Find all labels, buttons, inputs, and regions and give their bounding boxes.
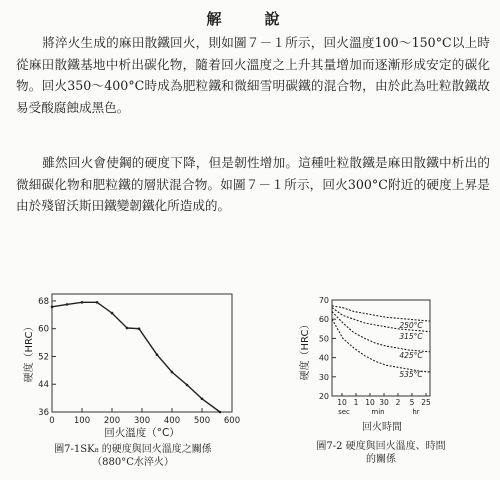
figure-7-1-xtick-label: 500 <box>193 416 211 426</box>
figure-7-2-xtick-label: 25 <box>421 398 431 407</box>
figure-7-2-curve-label: 250°C <box>399 321 423 331</box>
figure-7-2 <box>296 290 496 480</box>
figure-7-1-data-point <box>51 306 54 309</box>
figure-7-1-chart <box>20 290 240 440</box>
figure-7-2-xtick-label: 2 <box>395 398 401 407</box>
paragraph-1 <box>16 32 490 118</box>
figure-7-1-data-point <box>126 327 129 330</box>
figure-7-1-xtick-label: 300 <box>133 416 151 426</box>
paragraph-2 <box>16 152 490 217</box>
figure-7-1 <box>20 290 240 480</box>
figure-7-1-data-point <box>66 303 69 306</box>
figure-7-2-xunit-label: min <box>371 408 385 416</box>
figure-7-2-caption-line2: 的關係 <box>366 454 396 465</box>
figure-7-2-xtick-label: 10 <box>365 398 375 407</box>
figure-7-2-curve-label: 315°C <box>399 331 423 341</box>
figure-7-1-plot-frame <box>52 294 232 412</box>
figure-7-2-ylabel: 硬度（HRC） <box>300 319 311 381</box>
paragraph-1-text: 將淬火生成的麻田散鐵回火，則如圖７－１所示，回火溫度100～150°C以上時從麻田散鐵基地中析出碳化物，隨着回火溫度之上升其量增加而逐漸形成安定的碳化物。回火350～400°C時成為肥粒鐵和微細雪明碳鐵的混合物，由於此為吐粒散鐵故易受酸腐蝕成黑色。 <box>16 35 490 115</box>
figure-7-2-caption <box>296 440 466 466</box>
page-heading: 解 說 <box>206 10 294 28</box>
figure-7-1-xtick-label: 100 <box>73 416 91 426</box>
figure-7-2-plot-frame <box>332 300 430 396</box>
figure-7-2-ytick-label: 50 <box>318 334 329 344</box>
figure-7-1-caption-line2: （880°C水淬火） <box>92 457 174 468</box>
figure-7-2-curve-label: 425°C <box>399 351 423 360</box>
figure-7-2-xlabel: 回火時間 <box>362 422 402 432</box>
figure-7-1-caption-line1: 圖7-1SK₈ 的硬度與回火溫度之關係 <box>54 444 212 455</box>
figure-7-2-xtick-label: 1 <box>353 398 359 407</box>
figure-7-1-ytick-label: 44 <box>38 380 49 391</box>
figure-7-2-xtick-label: 10 <box>337 398 347 407</box>
figure-7-1-data-point <box>81 301 84 304</box>
figure-7-1-xlabel: 回火溫度（°C） <box>104 427 180 439</box>
figure-7-2-curve-1 <box>332 306 430 321</box>
figure-7-1-data-point <box>138 327 141 330</box>
figure-7-2-ytick-label: 40 <box>318 353 329 363</box>
figure-7-1-data-point <box>219 411 222 414</box>
figure-7-1-xtick-label: 400 <box>163 416 181 426</box>
figure-7-1-ytick-label: 60 <box>38 324 49 335</box>
figure-7-1-xtick-label: 200 <box>103 416 121 426</box>
figure-7-1-ylabel: 硬度（HRC） <box>24 321 35 383</box>
figure-7-1-data-point <box>171 371 174 374</box>
paragraph-2-text: 雖然回火會使鋼的硬度下降，但是韌性增加。這種吐粒散鐵是麻田散鐵中析出的微細碳化物和肥粒鐵的層狀混合物。如圖７－１所示，回火300°C附近的硬度上昇是由於殘留沃斯田鐵變韌鐵化所造成的。 <box>16 155 490 213</box>
figure-7-2-curve-label: 535°C <box>399 370 423 380</box>
figure-7-1-hardness-line <box>52 302 220 412</box>
figure-7-2-xunit-label: sec <box>338 408 350 416</box>
figure-7-2-ytick-label: 60 <box>318 315 329 325</box>
figure-7-1-ytick-label: 52 <box>38 352 49 363</box>
figure-7-2-ytick-label: 20 <box>318 392 329 401</box>
figure-7-1-data-point <box>111 312 114 315</box>
figure-7-1-ytick-label: 36 <box>38 408 49 418</box>
figure-7-1-data-point <box>186 384 189 387</box>
figure-7-2-ytick-label: 70 <box>318 296 329 305</box>
figure-7-1-xtick-label: 0 <box>49 416 55 426</box>
figure-7-2-caption-line1: 圖7-2 硬度與回火溫度、時間 <box>316 441 446 452</box>
figure-7-1-data-point <box>96 301 99 304</box>
figure-7-2-xunit-label: hr <box>412 408 420 416</box>
figure-7-1-data-point <box>201 398 204 401</box>
figure-7-1-data-point <box>156 353 159 356</box>
figure-7-2-ytick-label: 30 <box>318 372 329 382</box>
figure-7-1-caption <box>28 443 238 469</box>
figure-7-1-ytick-label: 68 <box>38 296 49 307</box>
figure-7-2-xtick-label: 30 <box>379 398 389 407</box>
figure-7-1-xtick-label: 600 <box>223 416 240 426</box>
figure-7-2-xtick-label: 5 <box>409 398 415 407</box>
figure-7-2-chart <box>296 290 446 432</box>
